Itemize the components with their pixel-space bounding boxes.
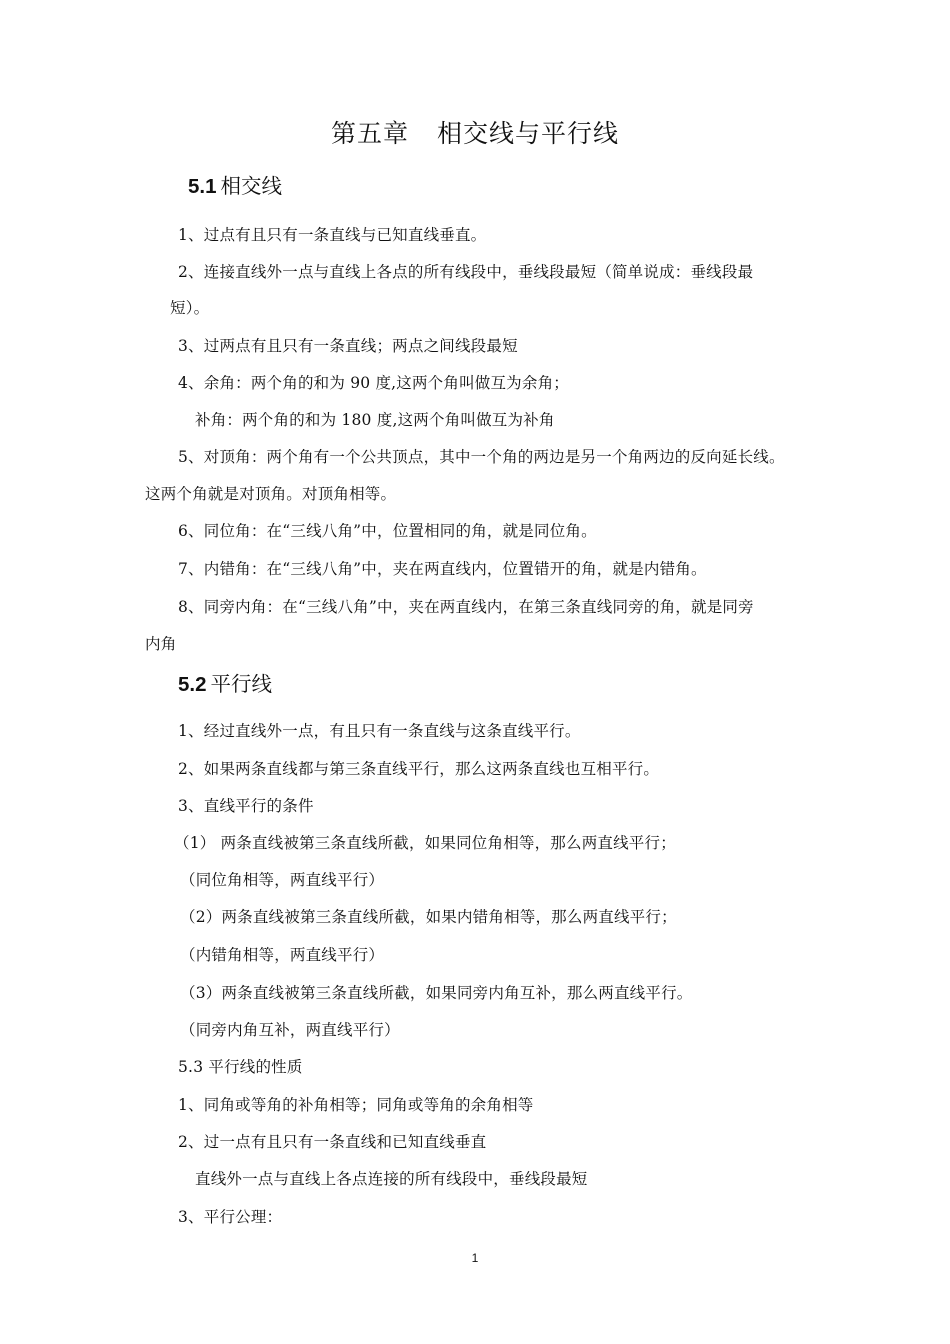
paragraph-line: 7、内错角：在“三线八角”中，夹在两直线内，位置错开的角，就是内错角。 xyxy=(178,560,707,578)
paragraph-line: 2、连接直线外一点与直线上各点的所有线段中，垂线段最短（简单说成：垂线段最 xyxy=(178,263,754,281)
paragraph-line: 1、同角或等角的补角相等；同角或等角的余角相等 xyxy=(178,1096,534,1114)
paragraph-line: 4、余角：两个角的和为 90 度,这两个角叫做互为余角； xyxy=(178,374,569,392)
paragraph-line: 3、平行公理： xyxy=(178,1208,283,1226)
paragraph-line: （内错角相等，两直线平行） xyxy=(180,946,385,964)
paragraph-line: 8、同旁内角：在“三线八角”中，夹在两直线内，在第三条直线同旁的角，就是同旁 xyxy=(178,598,754,616)
chapter-number: 第五章 xyxy=(330,119,409,148)
paragraph-line: 补角：两个角的和为 180 度,这两个角叫做互为补角 xyxy=(195,411,555,429)
paragraph-line: （同旁内角互补，两直线平行） xyxy=(180,1021,400,1039)
paragraph-line: 6、同位角：在“三线八角”中，位置相同的角，就是同位角。 xyxy=(178,522,597,540)
subsection-heading-5-3: 5.3 平行线的性质 xyxy=(178,1058,303,1076)
section-title: 平行线 xyxy=(210,672,272,696)
paragraph-line: 3、直线平行的条件 xyxy=(178,797,314,815)
section-number: 5.1 xyxy=(188,175,217,198)
paragraph-line: 2、过一点有且只有一条直线和已知直线垂直 xyxy=(178,1133,487,1151)
paragraph-line: 2、如果两条直线都与第三条直线平行，那么这两条直线也互相平行。 xyxy=(178,760,660,778)
section-title: 相交线 xyxy=(220,174,282,198)
paragraph-line: 3、过两点有且只有一条直线；两点之间线段最短 xyxy=(178,337,518,355)
paragraph-line: 1、过点有且只有一条直线与已知直线垂直。 xyxy=(178,226,487,244)
paragraph-line: 1、经过直线外一点，有且只有一条直线与这条直线平行。 xyxy=(178,722,581,740)
section-heading-5-1 xyxy=(188,173,282,200)
chapter-name: 相交线与平行线 xyxy=(437,119,620,148)
chapter-title xyxy=(0,118,950,150)
paragraph-line: （3）两条直线被第三条直线所截，如果同旁内角互补，那么两直线平行。 xyxy=(180,984,693,1002)
paragraph-line: 短）。 xyxy=(170,299,210,317)
paragraph-line: 5、对顶角：两个角有一个公共顶点，其中一个角的两边是另一个角两边的反向延长线。 xyxy=(178,448,785,466)
paragraph-line: （2）两条直线被第三条直线所截，如果内错角相等，那么两直线平行； xyxy=(180,908,677,926)
section-heading-5-2 xyxy=(178,671,272,698)
paragraph-line: （同位角相等，两直线平行） xyxy=(180,871,385,889)
paragraph-line: 这两个角就是对顶角。对顶角相等。 xyxy=(145,485,397,503)
paragraph-line: 内角 xyxy=(145,635,177,653)
section-number: 5.2 xyxy=(178,673,207,696)
paragraph-line: 直线外一点与直线上各点连接的所有线段中，垂线段最短 xyxy=(195,1170,588,1188)
page-number: 1 xyxy=(471,1251,479,1265)
paragraph-line: （1） 两条直线被第三条直线所截，如果同位角相等，那么两直线平行； xyxy=(174,834,676,852)
